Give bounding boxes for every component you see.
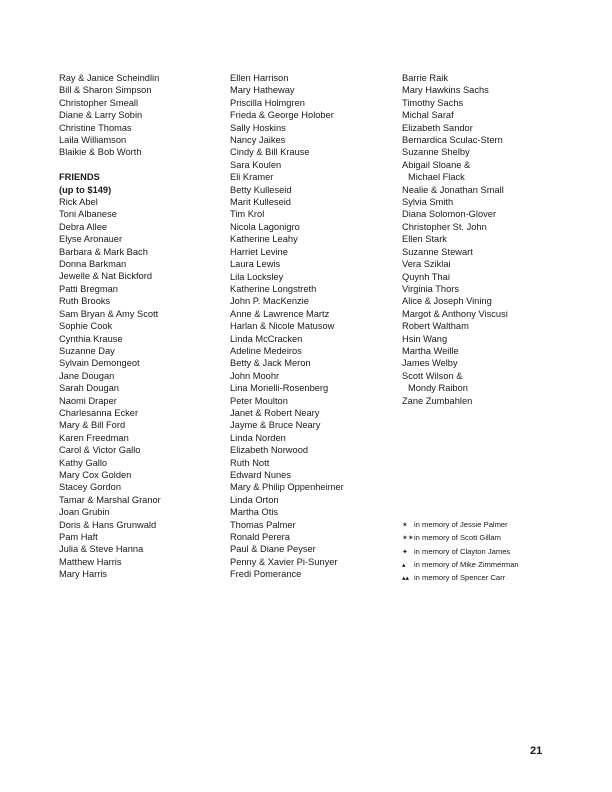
donor-name: Martha Otis	[230, 507, 279, 518]
legend-text: in memory of Jessie Palmer	[414, 520, 508, 529]
legend-symbol: ▴	[402, 561, 406, 569]
donor-column-1	[59, 72, 224, 581]
donor-name: Penny & Xavier Pi-Sunyer	[230, 556, 338, 567]
legend-row	[402, 519, 582, 532]
donor-name: Elizabeth Norwood	[230, 445, 309, 456]
donor-name: Naomi Draper	[59, 395, 117, 406]
donor-name: Charlesanna Ecker	[59, 407, 139, 418]
donor-name: Tim Krol	[230, 209, 265, 220]
donor-name: Jewelle & Nat Bickford	[59, 271, 153, 282]
donor-name: Lila Locksley	[230, 271, 284, 282]
donor-name: Timothy Sachs	[402, 97, 464, 108]
donor-name: Tamar & Marshal Granor	[59, 494, 161, 505]
legend-row	[402, 532, 582, 545]
donor-name: Janet & Robert Neary	[230, 407, 320, 418]
legend-text: in memory of Scott Gillam	[414, 533, 501, 543]
donor-name: Ellen Stark	[402, 234, 447, 245]
donor-name: Lina Morielli-Rosenberg	[230, 383, 329, 394]
donor-name: Nicola Lagonigro	[230, 221, 300, 232]
donor-name: Sally Hoskins	[230, 122, 286, 133]
legend-symbol: ✶	[402, 522, 408, 529]
section-gap	[59, 159, 224, 171]
donor-column-3	[402, 72, 567, 407]
donor-name: Mary Harris	[59, 569, 108, 580]
donor-name: Michal Saraf	[402, 110, 454, 121]
donor-name: Harriet Levine	[230, 246, 288, 257]
donor-name: Mondy Raibon	[408, 383, 468, 394]
legend-text: in memory of Clayton James	[414, 546, 511, 556]
donor-name: Bernardica Sculac-Stern	[402, 135, 503, 146]
donor-name: Debra Allee	[59, 221, 108, 232]
donor-name: Katherine Longstreth	[230, 283, 317, 294]
donor-name: Marit Kulleseid	[230, 197, 291, 208]
donor-name: Blaikie & Bob Worth	[59, 147, 142, 158]
legend-row	[402, 546, 582, 559]
donor-name: Quynh Thai	[402, 271, 450, 282]
legend-symbol: ▴▴	[402, 575, 410, 583]
donor-name: Sophie Cook	[59, 321, 113, 332]
donor-name: Ruth Brooks	[59, 296, 111, 307]
donor-name: Hsin Wang	[402, 333, 448, 344]
donor-name: Sarah Dougan	[59, 383, 119, 394]
donor-name: Barbara & Mark Bach	[59, 246, 148, 257]
donor-name: Nancy Jaikes	[230, 135, 286, 146]
donor-name: Kathy Gallo	[59, 457, 108, 468]
donor-name: Ellen Harrison	[230, 73, 289, 83]
donor-name: Ruth Nott	[230, 457, 270, 468]
donor-name: Matthew Harris	[59, 556, 122, 567]
donor-name: Diane & Larry Sobin	[59, 110, 143, 121]
legend-symbol: ✦	[402, 548, 408, 556]
donor-name: Christopher St. John	[402, 221, 487, 232]
donor-name: Barrie Raik	[402, 73, 448, 83]
donor-name: Patti Bregman	[59, 283, 118, 294]
donor-name: James Welby	[402, 358, 458, 369]
donor-name: Julia & Steve Hanna	[59, 544, 144, 555]
donor-name: Robert Waltham	[402, 321, 469, 332]
donor-name: Christopher Smeall	[59, 97, 139, 108]
donor-name: Joan Grubin	[59, 507, 110, 518]
donor-name: Jayme & Bruce Neary	[230, 420, 321, 431]
donor-name: Peter Moulton	[230, 395, 288, 406]
donor-name: Ray & Janice Scheindlin	[59, 73, 160, 83]
donor-name: Vera Sziklai	[402, 259, 451, 270]
donor-name: John P. MacKenzie	[230, 296, 309, 307]
donor-name: Stacey Gordon	[59, 482, 122, 493]
donor-name: Virginia Thors	[402, 283, 460, 294]
donor-name: Harlan & Nicole Matusow	[230, 321, 335, 332]
donor-name: Laila Williamson	[59, 135, 127, 146]
donor-name: Donna Barkman	[59, 259, 127, 270]
legend-symbol: ✶✶	[402, 535, 414, 543]
donor-name: Sara Koulen	[230, 159, 282, 170]
donor-name: Linda Orton	[230, 494, 279, 505]
donor-name: Diana Solomon-Glover	[402, 209, 497, 220]
donor-name: Carol & Victor Gallo	[59, 445, 141, 456]
donor-column-2	[230, 72, 395, 581]
donor-name: Nealie & Jonathan Small	[402, 184, 504, 195]
donor-name: Betty & Jack Meron	[230, 358, 311, 369]
donor-name: Sylvain Demongeot	[59, 358, 140, 369]
donor-name: Cynthia Krause	[59, 333, 123, 344]
legend-row	[402, 559, 582, 572]
donor-name: Mary Hatheway	[230, 85, 295, 96]
donor-name: Sam Bryan & Amy Scott	[59, 308, 159, 319]
donor-name: Linda McCracken	[230, 333, 303, 344]
donor-name: Bill & Sharon Simpson	[59, 85, 152, 96]
donor-name: Doris & Hans Grunwald	[59, 519, 157, 530]
memorial-legend	[402, 519, 582, 585]
donor-name: Elyse Aronauer	[59, 234, 123, 245]
donor-name: John Moohr	[230, 370, 280, 381]
donor-name: Anne & Lawrence Martz	[230, 308, 330, 319]
donor-name: Abigail Sloane &	[402, 159, 471, 170]
donor-name: Suzanne Shelby	[402, 147, 470, 158]
donor-name: Cindy & Bill Krause	[230, 147, 310, 158]
legend-row	[402, 572, 582, 585]
donor-name: Paul & Diane Peyser	[230, 544, 316, 555]
donor-name: Martha Weille	[402, 345, 459, 356]
section-heading: FRIENDS	[59, 172, 100, 183]
donor-name: Linda Norden	[230, 432, 286, 443]
donor-name: Edward Nunes	[230, 470, 291, 480]
donor-name: Scott Wilson &	[402, 370, 463, 381]
donor-name: Michael Flack	[408, 172, 465, 183]
donor-name: Toni Albanese	[59, 209, 117, 220]
donor-name: Katherine Leahy	[230, 234, 298, 245]
donor-name: Betty Kulleseid	[230, 184, 292, 195]
donor-name: Mary Cox Golden	[59, 469, 132, 480]
legend-text: in memory of Spencer Carr	[414, 573, 506, 583]
donor-name: Priscilla Holmgren	[230, 97, 305, 108]
donor-name: Zane Zumbahlen	[402, 395, 473, 406]
donor-name: Rick Abel	[59, 197, 98, 208]
donor-name: Sylvia Smith	[402, 197, 454, 208]
donor-name: Alice & Joseph Vining	[402, 296, 492, 307]
section-heading: (up to $149)	[59, 184, 112, 195]
donor-name: Mary & Philip Oppenheimer	[230, 482, 344, 493]
donor-name: Mary Hawkins Sachs	[402, 85, 489, 96]
donor-name: Fredi Pomerance	[230, 569, 302, 580]
donor-name: Elizabeth Sandor	[402, 122, 473, 133]
donor-name: Christine Thomas	[59, 122, 132, 133]
donor-name: Suzanne Stewart	[402, 246, 473, 257]
donor-name: Thomas Palmer	[230, 519, 296, 530]
page-number: 21	[530, 745, 543, 757]
legend-text: in memory of Mike Zimmerman	[414, 559, 519, 569]
donor-name: Laura Lewis	[230, 259, 281, 270]
donor-name: Karen Freedman	[59, 432, 129, 443]
donor-name: Eli Kramer	[230, 172, 274, 183]
donor-name: Pam Haft	[59, 532, 98, 543]
donor-name: Margot & Anthony Viscusi	[402, 308, 508, 319]
donor-name: Adeline Medeiros	[230, 345, 302, 356]
donor-name: Mary & Bill Ford	[59, 420, 126, 431]
donor-name: Jane Dougan	[59, 370, 115, 381]
donor-name: Ronald Perera	[230, 532, 290, 543]
donor-name: Suzanne Day	[59, 345, 115, 356]
donor-name: Frieda & George Holober	[230, 110, 334, 121]
